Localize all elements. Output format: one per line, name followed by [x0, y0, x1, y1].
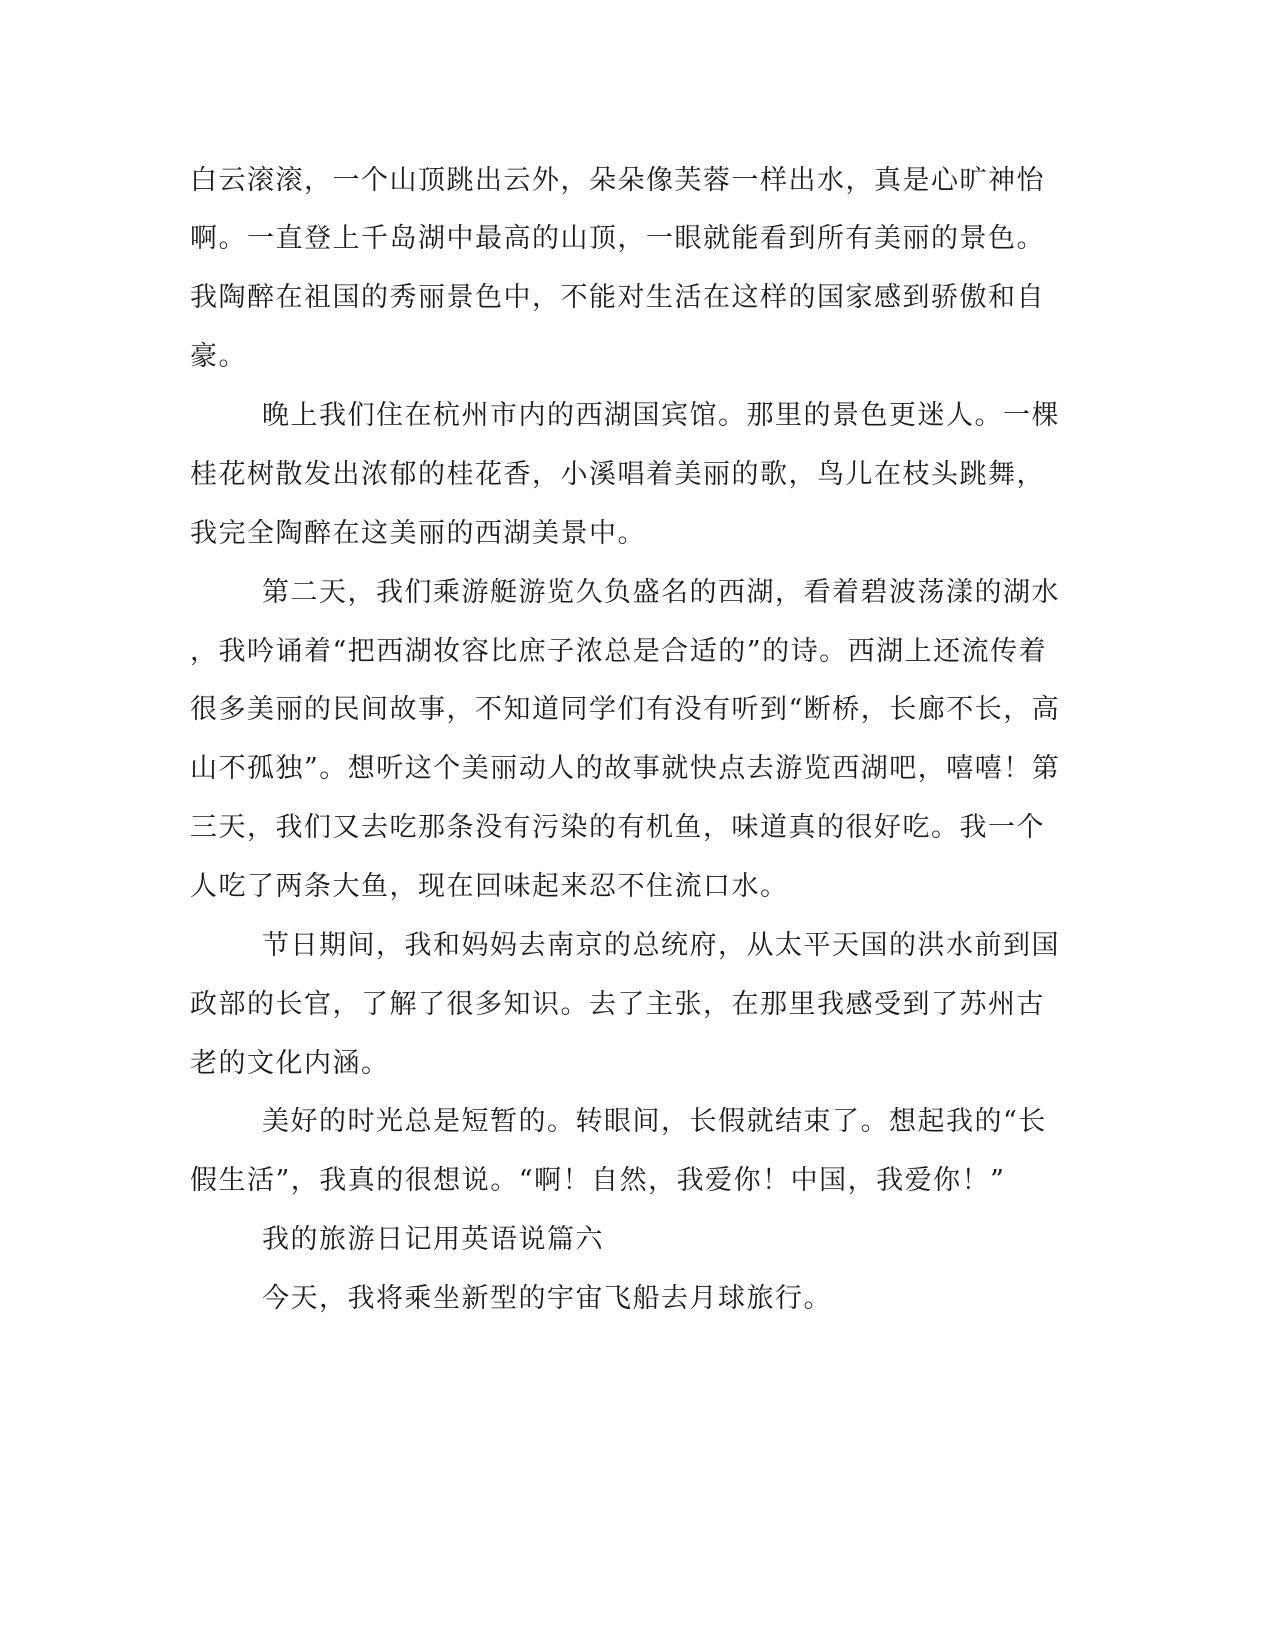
text-line: 三天，我们又去吃那条没有污染的有机鱼，味道真的很好吃。我一个: [190, 812, 1045, 843]
text-line: 白云滚滚，一个山顶跳出云外，朵朵像芙蓉一样出水，真是心旷神怡: [190, 165, 1045, 196]
text-line: 假生活”，我真的很想说。“啊！自然，我爱你！中国，我爱你！”: [190, 1165, 1006, 1196]
text-line: 我陶醉在祖国的秀丽景色中，不能对生活在这样的国家感到骄傲和自: [190, 282, 1045, 313]
text-line: 晚上我们住在杭州市内的西湖国宾馆。那里的景色更迷人。一棵: [262, 400, 1060, 431]
text-line: 人吃了两条大鱼，现在回味起来忍不住流口水。: [190, 871, 789, 902]
text-line: ，我吟诵着“把西湖妆容比庶子浓总是合适的”的诗。西湖上还流传着: [190, 636, 1048, 667]
text-line: 老的文化内涵。: [190, 1048, 390, 1079]
text-line: 山不孤独”。想听这个美丽动人的故事就快点去游览西湖吧，嘻嘻！第: [190, 753, 1061, 784]
text-line: 桂花树散发出浓郁的桂花香，小溪唱着美丽的歌，鸟儿在枝头跳舞，: [190, 459, 1045, 490]
text-line: 政部的长官，了解了很多知识。去了主张，在那里我感受到了苏州古: [190, 989, 1045, 1020]
text-line: 啊。一直登上千岛湖中最高的山顶，一眼就能看到所有美丽的景色。: [190, 223, 1045, 254]
text-line: 第二天，我们乘游艇游览久负盛名的西湖，看着碧波荡漾的湖水: [262, 577, 1060, 608]
text-line: 很多美丽的民间故事，不知道同学们有没有听到“断桥，长廊不长，高: [190, 694, 1061, 725]
section-heading: 我的旅游日记用英语说篇六: [262, 1224, 604, 1255]
text-line: 美好的时光总是短暂的。转眼间，长假就结束了。想起我的“长: [262, 1106, 1047, 1137]
text-line: 豪。: [190, 341, 247, 372]
text-line: 我完全陶醉在这美丽的西湖美景中。: [190, 518, 646, 549]
text-line: 今天，我将乘坐新型的宇宙飞船去月球旅行。: [262, 1283, 832, 1314]
text-line: 节日期间，我和妈妈去南京的总统府，从太平天国的洪水前到国: [262, 930, 1060, 961]
